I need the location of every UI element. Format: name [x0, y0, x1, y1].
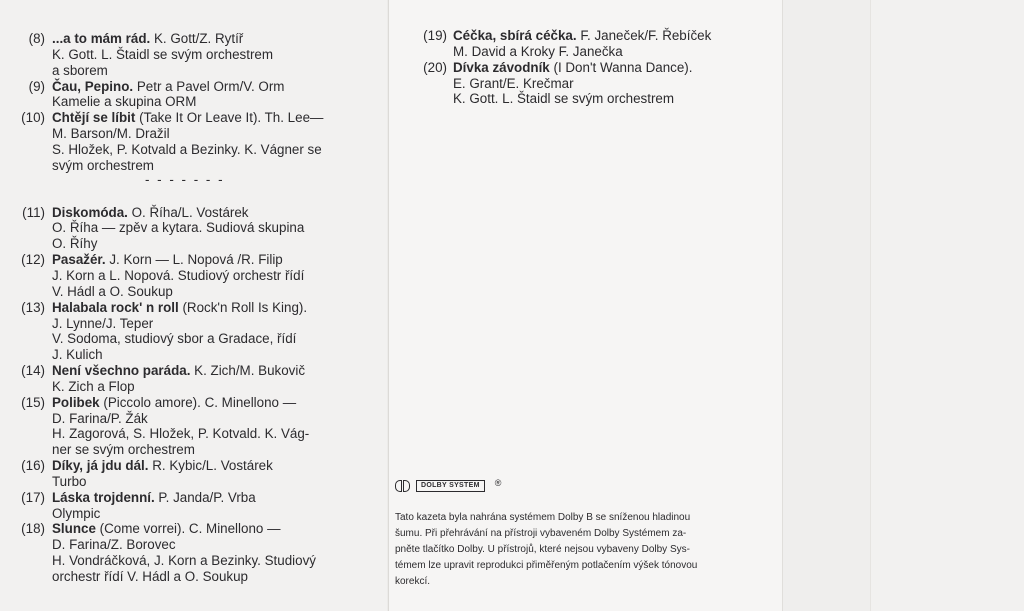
track-first-line — [52, 110, 387, 126]
track-title: Halabala rock' n roll — [52, 299, 179, 315]
track-credit-line: a sborem — [52, 62, 108, 78]
track-entry — [400, 28, 780, 60]
track-title: Chtějí se líbit — [52, 110, 136, 126]
track-number: (17) — [21, 489, 45, 505]
track-credit-line: Turbo — [52, 473, 87, 489]
track-first-line — [52, 363, 387, 379]
dolby-text-line: pněte tlačítko Dolby. U přístrojů, které nejsou vybaveny Dolby Sys- — [395, 544, 690, 555]
track-credit-line: M. Barson/M. Dražil — [52, 126, 170, 142]
track-credit-line: J. Lynne/J. Teper — [52, 315, 154, 331]
track-credit: J. Korn — L. Nopová /R. Filip — [109, 252, 283, 268]
track-title: Slunce — [52, 521, 96, 537]
track-credit: P. Janda/P. Vrba — [158, 489, 256, 505]
track-number: (9) — [28, 78, 45, 94]
track-first-line — [52, 31, 387, 47]
track-credit: K. Gott/Z. Rytíř — [153, 31, 244, 46]
track-title: Láska trojdenní. — [52, 489, 155, 505]
track-first-line — [52, 458, 387, 474]
track-number: (8) — [28, 31, 45, 46]
track-credit: F. Janeček/F. Řebíček — [580, 28, 712, 43]
left-tracklist — [0, 31, 387, 585]
track-credit: (Rock'n Roll Is King). — [182, 299, 308, 315]
dolby-notice — [395, 478, 775, 590]
dolby-logo — [395, 478, 775, 494]
track-title: Není všechno paráda. — [52, 363, 191, 379]
track-credit-line: J. Kulich — [52, 347, 103, 363]
dolby-description — [395, 510, 777, 590]
track-first-line — [52, 205, 387, 221]
track-entry — [0, 363, 387, 395]
track-credit-line: H. Zagorová, S. Hložek, P. Kotvald. K. Vág- — [52, 426, 310, 442]
dolby-text-line: Tato kazeta byla nahrána systémem Dolby B se sníženou hladinou — [395, 512, 691, 523]
track-number: (19) — [423, 28, 447, 43]
track-credit: (I Don't Wanna Dance). — [553, 59, 693, 75]
track-number: (18) — [21, 521, 45, 537]
track-credit-line: V. Hádl a O. Soukup — [52, 283, 173, 299]
track-credit: (Come vorrei). C. Minellono — — [99, 521, 281, 537]
track-credit: R. Kybic/L. Vostárek — [152, 458, 273, 474]
track-entry — [0, 205, 387, 253]
track-first-line — [453, 28, 780, 44]
dolby-text-line: témem lze upravit reprodukci přiměřeným potlačením výšek tónovou — [395, 560, 698, 571]
side-separator: - - - - - - - — [145, 171, 225, 187]
track-credit: K. Zich/M. Bukovič — [194, 363, 306, 379]
track-credit-line: S. Hložek, P. Kotvald a Bezinky. K. Vágner se — [52, 141, 322, 157]
track-credit-line: svým orchestrem — [52, 157, 154, 173]
track-credit-line: K. Gott. L. Štaidl se svým orchestrem — [52, 46, 274, 62]
track-number: (11) — [22, 204, 45, 220]
track-entry — [0, 490, 387, 522]
track-first-line — [52, 395, 387, 411]
registered-mark: ® — [494, 478, 502, 488]
track-first-line — [52, 79, 387, 95]
track-credit-line: O. Říhy — [52, 236, 98, 252]
track-credit-line: V. Sodoma, studiový sbor a Gradace, řídí — [52, 331, 297, 347]
track-credit-line: E. Grant/E. Krečmar — [453, 75, 574, 91]
track-credit: (Take It Or Leave It). Th. Lee— — [139, 110, 324, 126]
track-credit-line: orchestr řídí V. Hádl a O. Soukup — [52, 569, 249, 584]
track-number: (15) — [21, 394, 45, 410]
track-first-line — [52, 521, 387, 537]
track-entry — [0, 458, 387, 490]
track-entry — [0, 521, 387, 584]
track-credit-line: ner se svým orchestrem — [52, 442, 195, 458]
track-credit-line: Kamelie a skupina ORM — [52, 94, 197, 110]
track-number: (10) — [21, 110, 45, 126]
track-entry — [0, 110, 387, 173]
separator-gap — [0, 189, 387, 205]
double-d-icon — [395, 480, 410, 492]
track-first-line — [52, 300, 387, 316]
track-credit-line: K. Gott. L. Štaidl se svým orchestrem — [453, 91, 675, 107]
track-credit: Petr a Pavel Orm/V. Orm — [136, 78, 285, 94]
track-entry — [0, 79, 387, 111]
track-number: (20) — [423, 59, 447, 75]
track-number: (16) — [21, 458, 45, 474]
track-title: Céčka, sbírá céčka. — [453, 28, 577, 43]
track-title: Čau, Pepino. — [52, 78, 134, 94]
track-title: ...a to mám rád. — [52, 31, 151, 46]
track-entry — [0, 252, 387, 300]
track-credit: (Piccolo amore). C. Minellono — — [103, 394, 297, 410]
track-title: Dívka závodník — [453, 59, 550, 75]
track-credit-line: M. David a Kroky F. Janečka — [453, 43, 623, 59]
track-credit-line: D. Farina/P. Žák — [52, 410, 148, 426]
track-title: Diskomóda. — [52, 204, 128, 220]
dolby-system-label: DOLBY SYSTEM — [416, 480, 485, 492]
track-credit-line: K. Zich a Flop — [52, 378, 135, 394]
middle-tracklist — [400, 28, 780, 107]
track-credit-line: J. Korn a L. Nopová. Studiový orchestr řídí — [52, 267, 305, 283]
track-credit-line: D. Farina/Z. Borovec — [52, 537, 176, 553]
track-credit-line: Olympic — [52, 505, 101, 521]
track-credit: O. Říha/L. Vostárek — [131, 204, 249, 220]
track-first-line — [52, 490, 387, 506]
track-title: Pasažér. — [52, 252, 106, 268]
track-entry — [400, 60, 780, 108]
track-credit-line: O. Říha — zpěv a kytara. Sudiová skupina — [52, 220, 305, 236]
track-number: (13) — [21, 299, 45, 315]
track-first-line — [52, 252, 387, 268]
track-entry — [0, 300, 387, 363]
track-title: Polibek — [52, 394, 100, 410]
track-first-line — [453, 60, 780, 76]
right-flap-panel — [782, 0, 871, 611]
right-blank-panel — [870, 0, 1024, 611]
track-number: (12) — [21, 252, 45, 268]
track-entry — [0, 395, 387, 458]
track-number: (14) — [21, 363, 45, 379]
track-credit-line: H. Vondráčková, J. Korn a Bezinky. Studiový — [52, 553, 316, 569]
dolby-text-line: korekcí. — [395, 576, 431, 587]
track-entry — [0, 31, 387, 79]
track-title: Díky, já jdu dál. — [52, 458, 149, 474]
dolby-text-line: šumu. Při přehrávání na přístroji vybaveném Dolby Systémem za- — [395, 528, 687, 539]
